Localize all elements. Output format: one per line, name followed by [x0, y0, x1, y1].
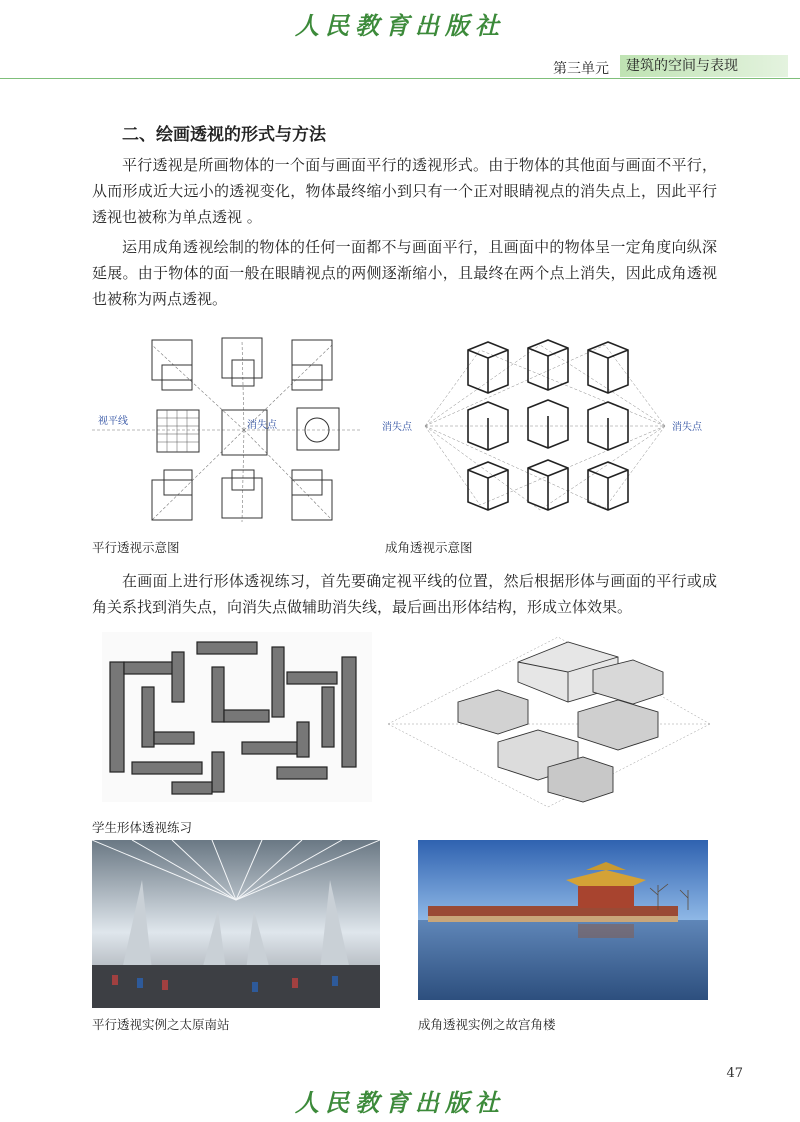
page-number: 47: [726, 1066, 743, 1081]
caption-station-photo: 平行透视实例之太原南站: [92, 1017, 230, 1032]
section-title: 二、绘画透视的形式与方法: [122, 125, 326, 145]
unit-label: 第三单元: [553, 61, 609, 77]
forbidden-city-corner-tower-photo: [418, 840, 708, 1000]
taiyuan-south-station-photo: [92, 840, 380, 1008]
paragraph-angular-perspective: 运用成角透视绘制的物体的任何一面都不与画面平行，且画面中的物体呈一定角度向纵深延展。由于物体的面一般在眼睛视点的两侧逐渐缩小，且最终在两个点上消失，因此成角透视也被称为两点透视。: [92, 238, 717, 308]
publisher-logo-bottom: 人民教育出版社: [295, 1088, 505, 1117]
header-rule: [0, 78, 800, 79]
caption-student-work: 学生形体透视练习: [92, 820, 193, 835]
caption-palace-photo: 成角透视实例之故宫角楼: [418, 1017, 556, 1032]
horizon-line-label: 视平线: [98, 416, 128, 427]
student-cubes-drawing: [388, 632, 710, 812]
vanishing-point-label: 消失点: [247, 420, 277, 431]
paragraph-practice-method: 在画面上进行形体透视练习，首先要确定视平线的位置，然后根据形体与画面的平行或成角关系找到消失点，向消失点做辅助消失线，最后画出形体结构，形成立体效果。: [92, 572, 717, 616]
student-maze-drawing: [102, 632, 372, 802]
paragraph-parallel-perspective: 平行透视是所画物体的一个面与画面平行的透视形式。由于物体的其他面与画面不平行，从而形成近大远小的透视变化，物体最终缩小到只有一个正对眼睛视点的消失点上，因此平行透视也被称为单点透视 。: [92, 156, 717, 226]
vanishing-point-left-label: 消失点: [382, 422, 412, 433]
unit-title: 建筑的空间与表现: [620, 55, 788, 77]
publisher-logo-top: 人民教育出版社: [295, 11, 505, 40]
vanishing-point-right-label: 消失点: [672, 422, 702, 433]
caption-parallel-diagram: 平行透视示意图: [92, 540, 180, 555]
parallel-perspective-diagram: [92, 330, 362, 530]
caption-angular-diagram: 成角透视示意图: [385, 540, 473, 555]
angular-perspective-diagram: [380, 330, 710, 530]
